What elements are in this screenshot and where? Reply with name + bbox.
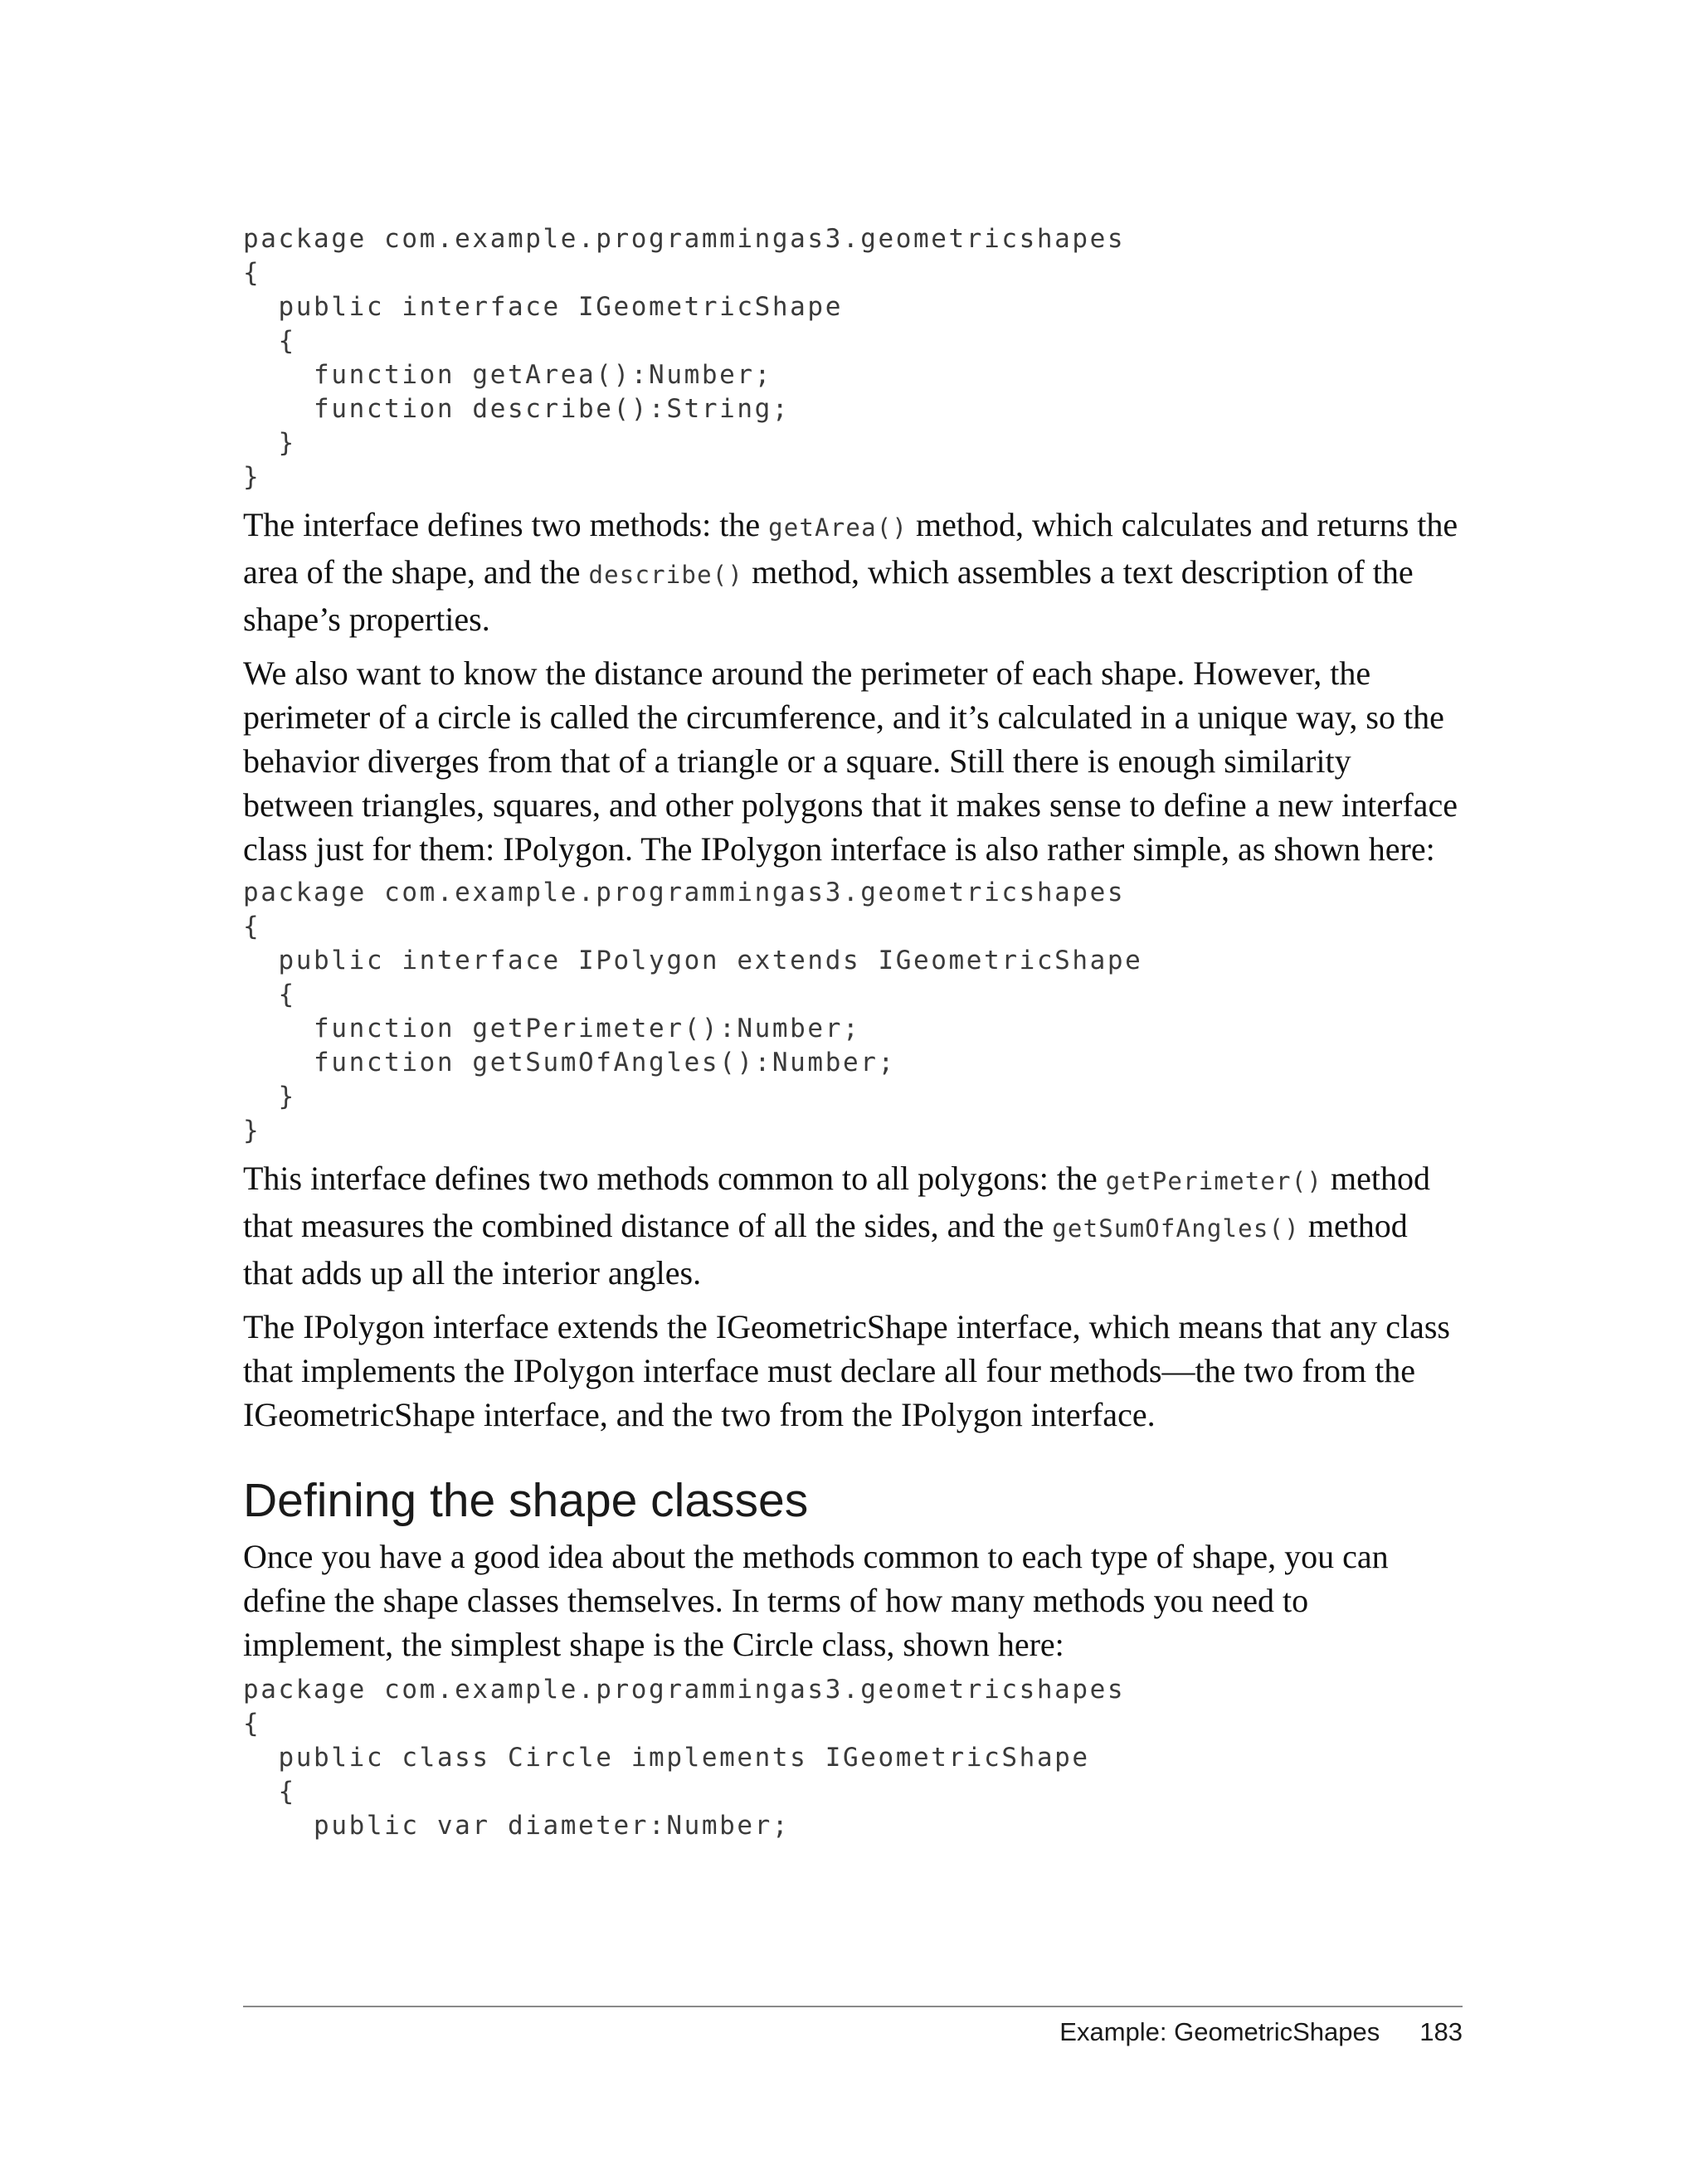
code-block-ipolygon: package com.example.programmingas3.geometricshapes { public interface IPolygon extends IGeometricShape { function getPerimeter():Number; function getSumOfAngles():Number; } }	[243, 878, 1143, 1146]
paragraph-shape-classes: Once you have a good idea about the methods common to each type of shape, you can define the shape classes themselves. In terms of how many methods you need to implement, the simplest shape is the Circle class, shown here:	[243, 1538, 1389, 1663]
paragraph-perimeter: We also want to know the distance around the perimeter of each shape. However, the perimeter of a circle is called the circumference, and it’s calculated in a unique way, so the behavior diverges from that of a triangle or a square. Still there is enough similarity between triangles, squares, and other polygons that it makes sense to define a new interface class just for them: IPolygon. The IPolygon interface is also rather simple, as shown here:	[243, 654, 1458, 868]
text-run: This interface defines two methods common to all polygons: the	[243, 1160, 1106, 1197]
paragraph-polygon-methods	[243, 1156, 1463, 1295]
inline-code-getarea: getArea()	[768, 513, 908, 542]
section-heading: Defining the shape classes	[243, 1474, 809, 1527]
inline-code-getsumofangles: getSumOfAngles()	[1052, 1214, 1300, 1243]
text-run: method, which calculates and returns the area of the shape, and the	[243, 506, 1458, 591]
text-run: method, which assembles a text description of the shape’s properties.	[243, 553, 1414, 638]
inline-code-describe: describe()	[588, 561, 744, 589]
text-run: The interface defines two methods: the	[243, 506, 769, 543]
footer-section-title: Example: GeometricShapes	[1059, 2017, 1380, 2046]
page-footer	[1059, 2016, 1463, 2049]
inline-code-getperimeter: getPerimeter()	[1105, 1167, 1323, 1195]
footer-divider	[243, 2006, 1463, 2007]
code-block-igeometricshape: package com.example.programmingas3.geometricshapes { public interface IGeometricShape { function getArea():Number; function describe():String; } }	[243, 224, 1126, 492]
page-content	[243, 222, 1463, 1843]
paragraph-ipolygon-extends: The IPolygon interface extends the IGeometricShape interface, which means that any class that implements the IPolygon interface must declare all four methods—the two from the IGeometricShape interface, and the two from the IPolygon interface.	[243, 1308, 1450, 1433]
page-number: 183	[1419, 2017, 1463, 2046]
code-block-circle: package com.example.programmingas3.geometricshapes { public class Circle implements IGeometricShape { public var diameter:Number;	[243, 1675, 1126, 1841]
text-run: method that adds up all the interior angles.	[243, 1207, 1408, 1291]
paragraph-interface-methods	[243, 503, 1463, 641]
text-run: method that measures the combined distance of all the sides, and the	[243, 1160, 1431, 1244]
